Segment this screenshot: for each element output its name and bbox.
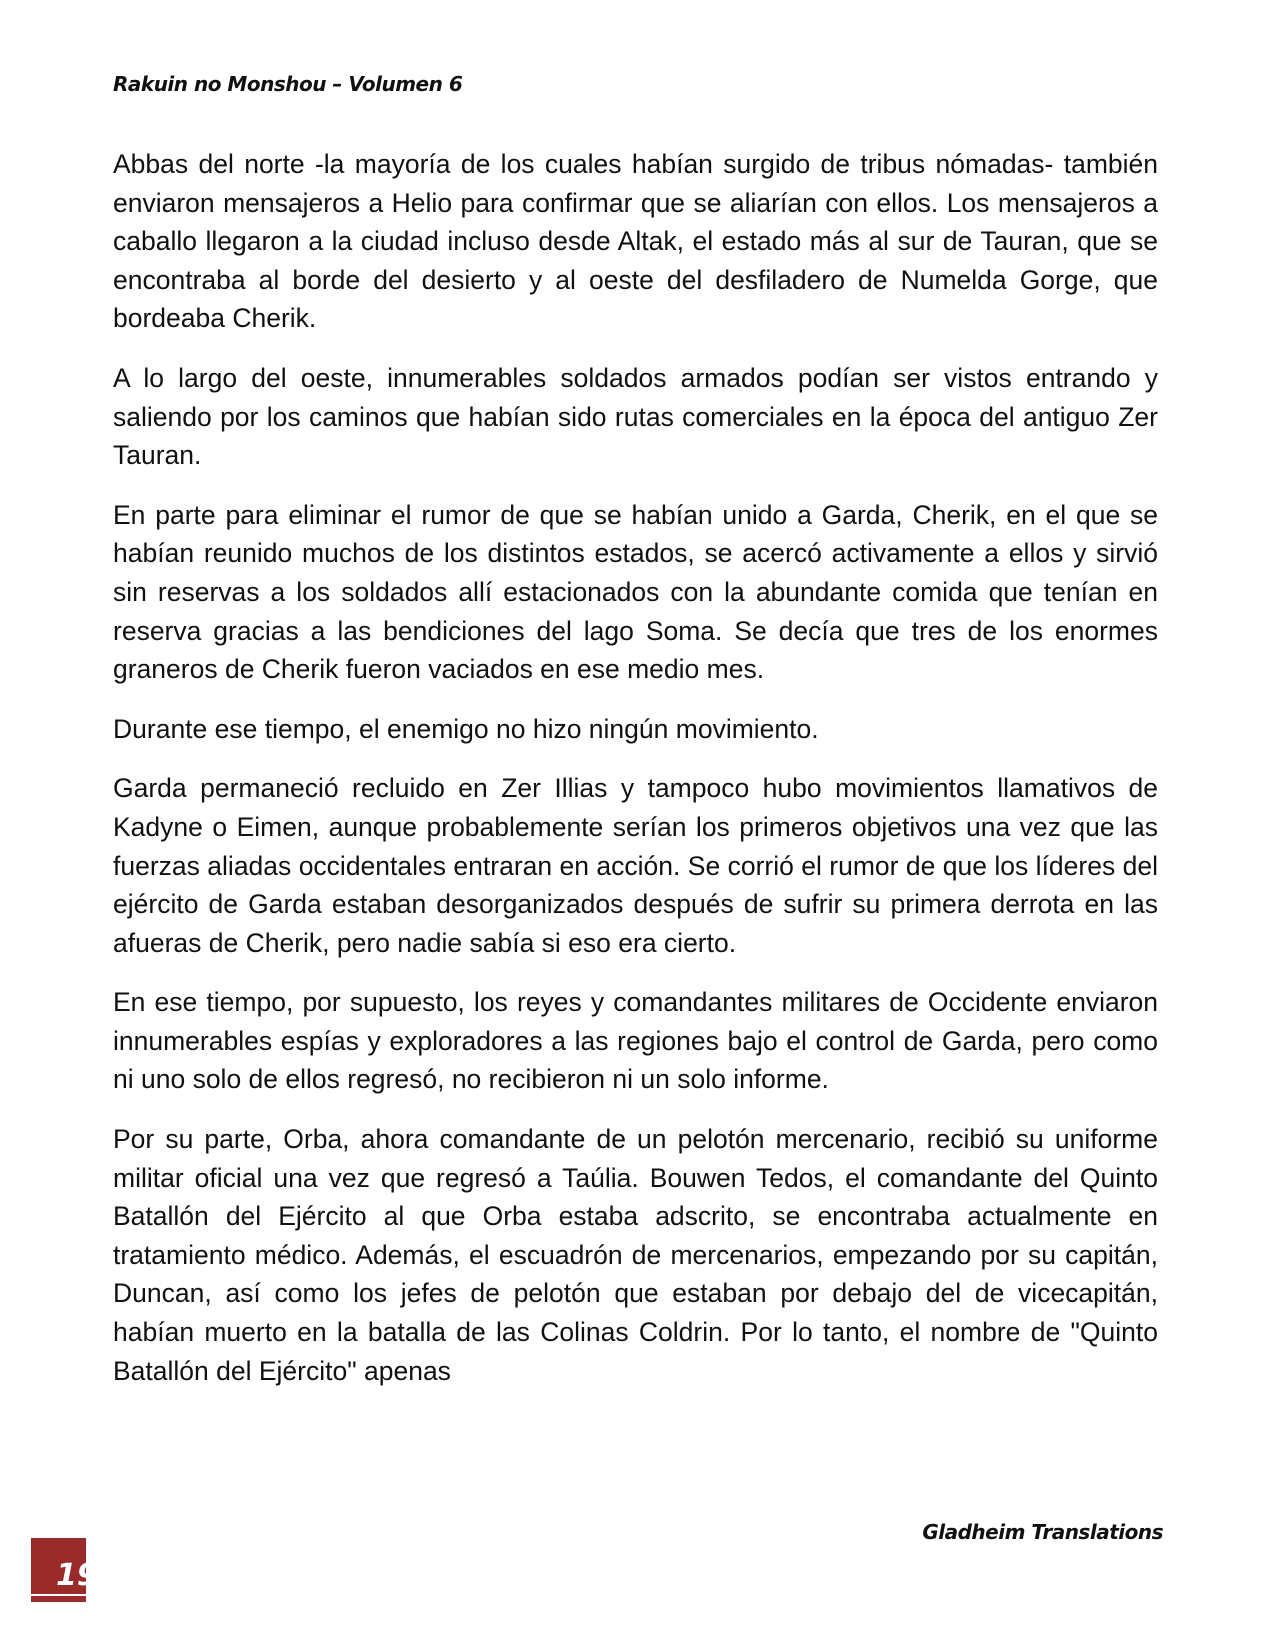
footer-credit: Gladheim Translations (922, 1520, 1163, 1544)
paragraph: Por su parte, Orba, ahora comandante de un pelotón mercenario, recibió su uniforme militar oficial una vez que regresó a Taúlia. Bouwen Tedos, el comandante del Quinto Batallón del Ejército al que Orba estaba adscrito, se encontraba actualmente en tratamiento médico. Además, el escuadrón de mercenarios, empezando por su capitán, Duncan, así como los jefes de pelotón que estaban por debajo del de vicecapitán, habían muerto en la batalla de las Colinas Coldrin. Por lo tanto, el nombre de "Quinto Batallón del Ejército" apenas (113, 1124, 1158, 1386)
paragraph: Durante ese tiempo, el enemigo no hizo ningún movimiento. (113, 713, 819, 744)
paragraph: A lo largo del oeste, innumerables soldados armados podían ser vistos entrando y saliendo por los caminos que habían sido rutas comerciales en la época del antiguo Zer Tauran. (113, 362, 1158, 471)
paragraph: Garda permaneció recluido en Zer Illias y tampoco hubo movimientos llamativos de Kadyne o Eimen, aunque probablemente serían los primeros objetivos una vez que las fuerzas aliadas occidentales entraran en acción. Se corrió el rumor de que los líderes del ejército de Garda estaban desorganizados después de sufrir su primera derrota en las afueras de Cherik, pero nadie sabía si eso era cierto. (113, 773, 1158, 958)
paragraph: En parte para eliminar el rumor de que se habían unido a Garda, Cherik, en el que se habían reunido muchos de los distintos estados, se acercó activamente a ellos y sirvió sin reservas a los soldados allí estacionados con la abundante comida que tenían en reserva gracias a las bendiciones del lago Soma. Se decía que tres de los enormes graneros de Cherik fueron vaciados en ese medio mes. (113, 499, 1158, 685)
page-number-badge (31, 1538, 98, 1602)
paragraph: Abbas del norte -la mayoría de los cuales habían surgido de tribus nómadas- también enviaron mensajeros a Helio para confirmar que se aliarían con ellos. Los mensajeros a caballo llegaron a la ciudad incluso desde Altak, el estado más al sur de Tauran, que se encontraba al borde del desierto y al oeste del desfiladero de Numelda Gorge, que bordeaba Cherik. (113, 149, 1158, 334)
paragraph: En ese tiempo, por supuesto, los reyes y comandantes militares de Occidente enviaron innumerables espías y exploradores a las regiones bajo el control de Garda, pero como ni uno solo de ellos regresó, no recibieron ni un solo informe. (113, 987, 1158, 1095)
body-text (113, 145, 1158, 1411)
page-number: 19 (56, 1558, 98, 1593)
page-number-underline (31, 1594, 86, 1596)
running-header: Rakuin no Monshou – Volumen 6 (113, 72, 463, 96)
